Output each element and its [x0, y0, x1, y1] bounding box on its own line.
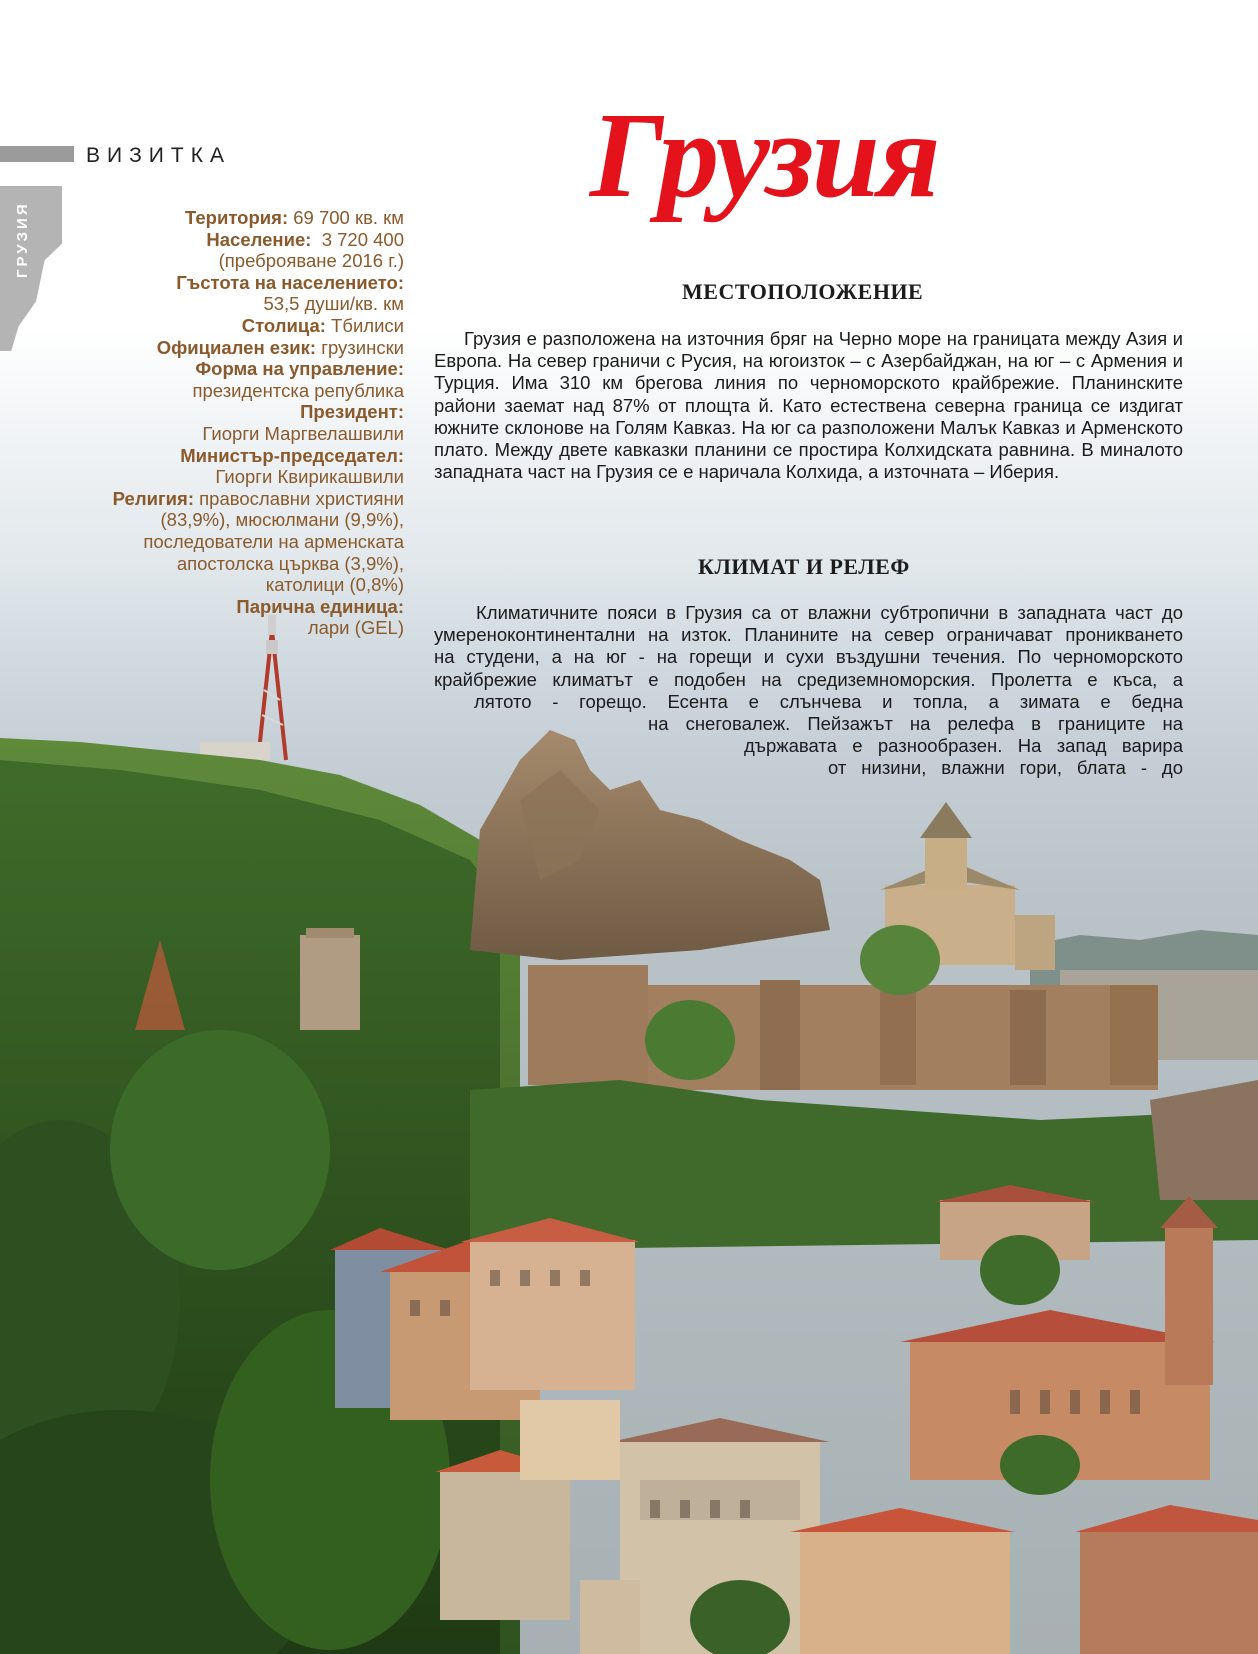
fact-row	[60, 617, 404, 639]
climate-line: крайбрежие климатът е подобен на средиземноморския. Пролетта е къса, а	[434, 668, 1183, 690]
fact-row	[60, 380, 404, 402]
fact-row	[60, 315, 404, 337]
fact-label: Министър-председател:	[180, 444, 404, 466]
fact-label: Население:	[206, 228, 312, 250]
fact-value: Гиорги Маргвелашвили	[202, 422, 404, 444]
fact-row	[60, 272, 404, 294]
fact-label: Религия:	[112, 487, 194, 509]
fact-row	[60, 553, 404, 575]
climate-line: лятото - горещо. Есента е слънчева и топла, а зимата е бедна	[474, 690, 1183, 712]
fact-value: 69 700 кв. км	[293, 207, 404, 228]
fact-value: последователи на арменската	[143, 530, 404, 552]
fact-row	[60, 293, 404, 315]
climate-line: от низини, влажни гори, блата - до	[828, 757, 1183, 779]
fact-label: Официален език:	[156, 336, 317, 358]
fact-row	[60, 337, 404, 359]
location-paragraph: Грузия е разположена на източния бряг на Черно море на границата между Азия и Европа. На север граничи с Русия, на югоизток – с Азербайджан, на юг – с Армения и Турция. Има 310 км брегова линия по черноморското крайбрежие. Планинските райони заемат над 87% от площта й. Като естествена северна граница се издигат южните склонове на Голям Кавказ. На юг са разположени Малък Кавказ и Арменското плато. Между двете кавказки планини се простира Колхидската равнина. В миналото западната част на Грузия се е наричала Колхида, а източната – Иберия.	[434, 328, 1183, 483]
fact-label: Парична единица:	[236, 595, 404, 617]
fact-value: 53,5 души/кв. км	[263, 293, 404, 315]
fact-value: апостолска църква (3,9%),	[176, 552, 404, 574]
side-tab-label: ГРУЗИЯ	[14, 201, 31, 279]
fact-value: православни християни	[199, 487, 404, 509]
section-heading-location: МЕСТОПОЛОЖЕНИЕ	[682, 279, 924, 304]
fact-label: Гъстота на населението:	[176, 271, 404, 293]
page-title: Грузия	[590, 88, 939, 223]
fact-row	[60, 401, 404, 423]
fact-row	[60, 488, 404, 510]
fact-value: Гиорги Квирикашвили	[215, 466, 404, 488]
fact-value: (преброяване 2016 г.)	[218, 250, 404, 272]
section-heading-climate: КЛИМАТ И РЕЛЕФ	[698, 554, 910, 579]
fact-value: (83,9%), мюсюлмани (9,9%),	[160, 509, 404, 531]
fact-row	[60, 466, 404, 488]
climate-line: на студени, а на юг - на горещи и сухи въздушни течения. По черноморското	[434, 646, 1183, 668]
fact-row	[60, 229, 404, 251]
climate-line: умереноконтинентални на изток. Планините на север ограничават проникването	[434, 624, 1183, 646]
climate-paragraph	[434, 602, 1183, 780]
climate-line: Климатичните пояси в Грузия са от влажни субтропични в западната част до	[476, 602, 1183, 623]
section-label: ВИЗИТКА	[86, 144, 231, 167]
fact-row	[60, 445, 404, 467]
fact-row	[60, 207, 404, 229]
fact-value: католици (0,8%)	[265, 574, 404, 596]
fact-value: грузински	[321, 336, 404, 358]
fact-row	[60, 509, 404, 531]
fact-label: Президент:	[300, 401, 404, 423]
fact-row	[60, 358, 404, 380]
section-marker-bar	[0, 146, 74, 162]
fact-row	[60, 423, 404, 445]
fact-row	[60, 531, 404, 553]
fact-label: Форма на управление:	[195, 358, 404, 380]
fact-label: Територия:	[185, 207, 289, 228]
fact-row	[60, 250, 404, 272]
fact-sheet	[60, 207, 404, 639]
climate-line: на снеговалеж. Пейзажът на релефа в границите на	[648, 713, 1183, 735]
climate-line: държавата е разнообразен. На запад варира	[744, 735, 1183, 757]
old-town	[330, 1185, 1258, 1654]
fact-value: Тбилиси	[331, 314, 404, 336]
fact-label: Столица:	[241, 314, 326, 336]
fact-value: лари (GEL)	[307, 617, 404, 639]
fact-value: 3 720 400	[321, 228, 404, 250]
fact-row	[60, 574, 404, 596]
fact-value: президентска република	[192, 379, 404, 401]
mid-trees	[470, 1080, 1258, 1250]
fact-row	[60, 596, 404, 618]
